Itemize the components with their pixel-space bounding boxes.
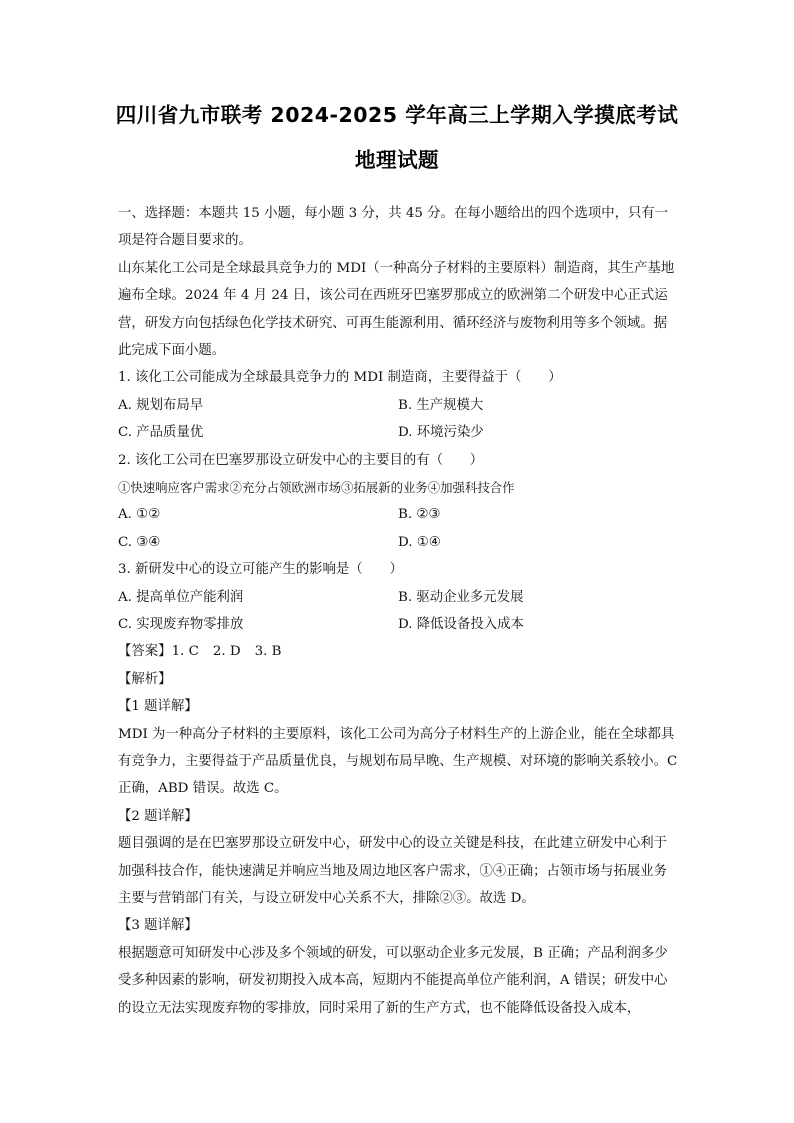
detail-3-label: 【3 题详解】 xyxy=(118,918,198,934)
detail-3-text: 根据题意可知研发中心涉及多个领域的研发，可以驱动企业多元发展，B 正确；产品利润多少受多种因素的影响，研发初期投入成本高，短期内不能提高单位产能利润，A 错误；研发中心的设立无法实现废弃物的零排放，同时采用了新的生产方式，也不能降低设备投入成本， xyxy=(118,945,668,1016)
question-1-option-c: C. 产品质量优 xyxy=(118,425,204,441)
detail-2-label: 【2 题详解】 xyxy=(118,808,198,824)
question-3-option-c: C. 实现废弃物零排放 xyxy=(118,617,244,633)
question-3 xyxy=(118,556,678,638)
question-3-stem: 3. 新研发中心的设立可能产生的影响是（ ） xyxy=(118,562,403,578)
question-3-option-a: A. 提高单位产能利润 xyxy=(118,589,244,605)
answer-line xyxy=(118,638,678,665)
answer-label: 【答案】 xyxy=(118,644,172,660)
answer-2: 2. D xyxy=(212,644,241,660)
detail-2-text: 题目强调的是在巴塞罗那设立研发中心，研发中心的设立关键是科技，在此建立研发中心利于加强科技合作，能快速满足并响应当地及周边地区客户需求，①④正确；占领市场与拓展业务主要与营销部门有关，与设立研发中心关系不大，排除②③。故选 D。 xyxy=(118,836,668,907)
question-1-option-b: B. 生产规模大 xyxy=(398,397,484,413)
question-2-option-a: A. ①② xyxy=(118,507,161,523)
question-2-option-c: C. ③④ xyxy=(118,534,161,550)
question-2 xyxy=(118,447,678,557)
question-1-option-d: D. 环境污染少 xyxy=(398,425,484,441)
question-2-items: ①快速响应客户需求②充分占领欧洲市场③拓展新的业务④加强科技合作 xyxy=(118,480,515,496)
section-intro: 一、选择题：本题共 15 小题，每小题 3 分，共 45 分。在每小题给出的四个选项中，只有一项是符合题目要求的。 xyxy=(118,206,669,249)
question-2-option-d: D. ①④ xyxy=(398,534,441,550)
question-3-option-b: B. 驱动企业多元发展 xyxy=(398,589,524,605)
question-2-stem: 2. 该化工公司在巴塞罗那设立研发中心的主要目的有（ ） xyxy=(118,452,484,468)
question-1 xyxy=(118,364,678,446)
question-2-option-b: B. ②③ xyxy=(398,507,441,523)
answer-1: 1. C xyxy=(171,644,199,660)
document-body xyxy=(118,200,678,1022)
question-1-option-a: A. 规划布局早 xyxy=(118,397,204,413)
passage: 山东某化工公司是全球最具竞争力的 MDI（一种高分子材料的主要原料）制造商，其生产基地遍布全球。2024 年 4 月 24 日，该公司在西班牙巴塞罗那成立的欧洲第二个研发中心正式运营，研发方向包括绿色化学技术研究、可再生能源利用、循环经济与废物利用等多个领域。据此完成下面小题。 xyxy=(118,260,675,359)
question-3-option-d: D. 降低设备投入成本 xyxy=(398,617,524,633)
question-1-stem: 1. 该化工公司能成为全球最具竞争力的 MDI 制造商，主要得益于（ ） xyxy=(118,370,562,386)
detail-1-label: 【1 题详解】 xyxy=(118,699,198,715)
detail-1-text: MDI 为一种高分子材料的主要原料，该化工公司为高分子材料生产的上游企业，能在全球都具有竞争力，主要得益于产品质量优良，与规划布局早晚、生产规模、对环境的影响关系较小。C 正确，ABD 错误。故选 C。 xyxy=(118,726,678,797)
page-title: 四川省九市联考 2024-2025 学年高三上学期入学摸底考试 xyxy=(115,103,679,127)
analysis-label: 【解析】 xyxy=(118,671,172,687)
page-subtitle: 地理试题 xyxy=(355,148,439,172)
answer-3: 3. B xyxy=(254,644,282,660)
